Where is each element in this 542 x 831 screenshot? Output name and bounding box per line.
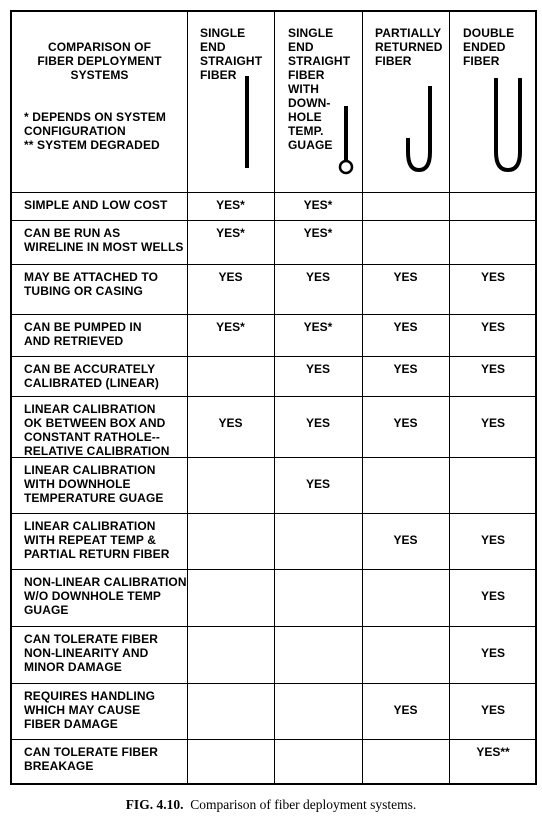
table-cell: YES — [218, 270, 243, 284]
row-label: CAN BE ACCURATELY CALIBRATED (LINEAR) — [24, 362, 159, 390]
comparison-table — [10, 10, 537, 785]
row-label: CAN BE PUMPED IN AND RETRIEVED — [24, 320, 142, 348]
table-cell: YES — [480, 320, 505, 334]
table-cell: YES** — [476, 745, 510, 759]
table-cell: YES* — [216, 320, 245, 334]
table-cell: YES — [393, 362, 418, 376]
row-label: CAN TOLERATE FIBER NON-LINEARITY AND MINOR DAMAGE — [24, 632, 159, 674]
table-cell: YES* — [216, 226, 245, 240]
row-divider — [12, 220, 535, 221]
column-divider — [362, 12, 363, 783]
table-cell: YES — [393, 416, 418, 430]
table-cell: YES* — [303, 320, 333, 334]
row-divider — [12, 192, 535, 193]
table-cell: YES — [393, 703, 418, 717]
row-label: CAN TOLERATE FIBER BREAKAGE — [24, 745, 159, 773]
table-cell: YES — [218, 416, 243, 430]
row-divider — [12, 314, 535, 315]
j-shaped-fiber-icon — [402, 86, 442, 176]
column-header-partially-returned: PARTIALLY RETURNED FIBER — [375, 26, 443, 68]
column-header-double-ended: DOUBLE ENDED FIBER — [463, 26, 515, 68]
table-cell: YES — [480, 533, 505, 547]
row-label: REQUIRES HANDLING WHICH MAY CAUSE FIBER DAMAGE — [24, 689, 156, 731]
table-cell: YES — [305, 477, 330, 491]
table-cell: YES — [480, 703, 505, 717]
row-label: LINEAR CALIBRATION OK BETWEEN BOX AND CONSTANT RATHOLE-- RELATIVE CALIBRATION — [24, 402, 170, 458]
table-cell: YES — [480, 646, 505, 660]
straight-fiber-with-gauge-icon — [336, 106, 356, 178]
row-divider — [12, 739, 535, 740]
column-divider — [449, 12, 450, 783]
table-title: COMPARISON OF FIBER DEPLOYMENT SYSTEMS — [37, 40, 162, 82]
table-cell: YES — [393, 320, 418, 334]
table-cell: YES — [305, 416, 330, 430]
column-header-single-end-straight: SINGLE END STRAIGHT FIBER — [200, 26, 263, 82]
table-cell: YES — [480, 589, 505, 603]
row-divider — [12, 396, 535, 397]
table-cell: YES — [480, 416, 505, 430]
table-cell: YES — [480, 270, 505, 284]
row-label: LINEAR CALIBRATION WITH REPEAT TEMP & PARTIAL RETURN FIBER — [24, 519, 170, 561]
table-cell: YES — [305, 362, 330, 376]
table-notes: * DEPENDS ON SYSTEM CONFIGURATION ** SYSTEM DEGRADED — [24, 110, 166, 152]
table-cell: YES — [393, 533, 418, 547]
row-label: CAN BE RUN AS WIRELINE IN MOST WELLS — [24, 226, 184, 254]
row-label: NON-LINEAR CALIBRATION W/O DOWNHOLE TEMP GUAGE — [24, 575, 187, 617]
row-divider — [12, 356, 535, 357]
figure-caption — [0, 797, 542, 813]
row-divider — [12, 626, 535, 627]
table-cell: YES — [305, 270, 330, 284]
row-label: SIMPLE AND LOW COST — [24, 198, 168, 212]
table-cell: YES — [480, 362, 505, 376]
table-cell: YES — [393, 270, 418, 284]
row-divider — [12, 513, 535, 514]
row-divider — [12, 264, 535, 265]
row-divider — [12, 569, 535, 570]
straight-fiber-icon — [242, 76, 252, 176]
u-shaped-fiber-icon — [490, 78, 530, 178]
row-label: MAY BE ATTACHED TO TUBING OR CASING — [24, 270, 159, 298]
column-header-single-end-with-gauge: SINGLE END STRAIGHT FIBER WITH DOWN- HOLE TEMP. GUAGE — [288, 26, 351, 152]
column-divider — [274, 12, 275, 783]
table-cell: YES* — [303, 198, 333, 212]
column-divider — [187, 12, 188, 783]
table-cell: YES* — [216, 198, 245, 212]
row-divider — [12, 457, 535, 458]
figure-number: FIG. 4.10. — [125, 797, 184, 812]
table-cell: YES* — [303, 226, 333, 240]
figure-caption-text: Comparison of fiber deployment systems. — [190, 797, 417, 812]
row-label: LINEAR CALIBRATION WITH DOWNHOLE TEMPERATURE GUAGE — [24, 463, 164, 505]
row-divider — [12, 683, 535, 684]
